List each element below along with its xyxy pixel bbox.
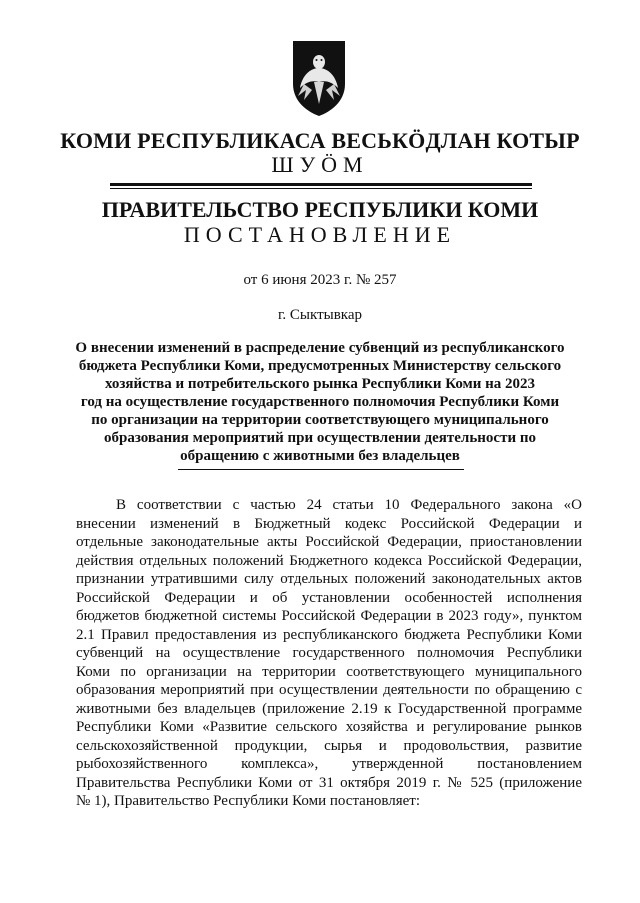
body-line: внесении изменений в Бюджетный кодекс Российской Федерации и xyxy=(76,515,582,532)
body-line: действия отдельных положений Бюджетного кодекса Российской Федерации, xyxy=(76,552,582,569)
body-line: признании утратившими силу отдельных положений законодательных актов xyxy=(76,571,582,587)
subject-line: год на осуществление государственного полномочия Республики Коми xyxy=(80,394,560,410)
body-line: Правительства Республики Коми от 31 октября 2019 г. № 525 (приложение xyxy=(76,774,582,791)
komi-coat-of-arms-icon xyxy=(290,38,348,118)
body-line: № 1), Правительство Республики Коми постановляет: xyxy=(76,793,421,809)
subject-line: обращению с животными без владельцев xyxy=(180,448,460,464)
subject-line: хозяйства и потребительского рынка Республики Коми на 2023 xyxy=(104,376,536,392)
body-line: бюджетов бюджетной системы Российской Федерации в 2023 году», пунктом xyxy=(76,608,582,624)
komi-language-title: КОМИ РЕСПУБЛИКАСА ВЕСЬКӦДЛАН КОТЫР xyxy=(60,128,580,153)
header-divider-thick xyxy=(110,183,532,186)
body-line: Российской Федерации и об установлении особенностей исполнения xyxy=(76,589,582,606)
document-subject xyxy=(60,339,580,465)
body-line: Коми по организации на территории соответствующего муниципального xyxy=(76,663,582,680)
city: г. Сыктывкар xyxy=(277,307,363,323)
document-type: ПОСТАНОВЛЕНИЕ xyxy=(183,222,457,247)
government-title: ПРАВИТЕЛЬСТВО РЕСПУБЛИКИ КОМИ xyxy=(101,197,539,222)
subject-line: образования мероприятий при осуществлении деятельности по xyxy=(104,430,536,446)
body-line: рыбохозяйственного комплекса», утвержденной постановлением xyxy=(76,756,582,772)
body-line: 2.1 Правил предоставления из республиканского бюджета Республики Коми xyxy=(76,626,582,643)
body-line: субвенций на осуществление государственного полномочия Республики xyxy=(76,645,582,661)
body-line: В соответствии с частью 24 статьи 10 Федерального закона «О xyxy=(116,497,582,513)
body-line: Республики Коми «Развитие сельского хозяйства и регулирование рынков xyxy=(76,719,582,735)
date-and-number: от 6 июня 2023 г. № 257 xyxy=(243,272,397,288)
body-line: животными без владельцев (приложение 2.19 к Государственной программе xyxy=(76,700,582,717)
body-paragraph xyxy=(76,496,582,811)
komi-language-doc-type: ШУÖМ xyxy=(271,152,369,177)
header-divider-thin xyxy=(110,188,532,189)
body-line: сельскохозяйственной продукции, сырья и продовольствия, развитие xyxy=(76,737,582,754)
body-line: отдельные законодательные акты Российской Федерации, приостановлении xyxy=(76,534,582,550)
subject-line: О внесении изменений в распределение субвенций из республиканского xyxy=(75,340,565,356)
subject-line: бюджета Республики Коми, предусмотренных Министерству сельского xyxy=(78,358,562,374)
subject-underline xyxy=(178,469,464,470)
subject-line: по организации на территории соответствующего муниципального xyxy=(91,412,549,428)
body-line: образования мероприятий при осуществлении деятельности по обращению с xyxy=(76,682,582,698)
